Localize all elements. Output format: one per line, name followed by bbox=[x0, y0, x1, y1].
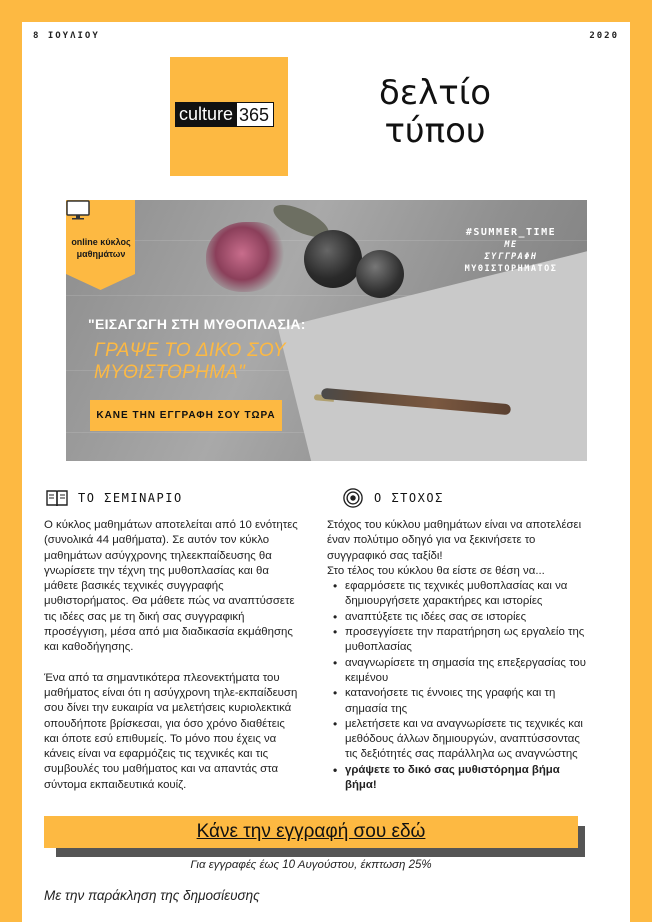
seminar-heading bbox=[46, 488, 183, 508]
list-item: • αναγνωρίσετε τη σημασία της επεξεργασίας του κειμένου bbox=[345, 656, 589, 687]
seminar-heading-text: ΤΟ ΣΕΜΙΝΑΡΙΟ bbox=[78, 491, 183, 505]
badge-line-1: online κύκλος bbox=[71, 237, 131, 247]
title-line-1: δελτίο bbox=[378, 73, 492, 113]
ink-bottle-cap bbox=[356, 250, 404, 298]
monitor-icon bbox=[66, 200, 90, 220]
target-icon bbox=[342, 488, 364, 508]
goal-heading-text: Ο ΣΤΟΧΟΣ bbox=[374, 491, 444, 505]
ink-bottle bbox=[304, 230, 362, 288]
goal-description bbox=[327, 518, 589, 793]
badge-text bbox=[68, 236, 134, 260]
flower-shape bbox=[206, 222, 286, 292]
book-icon bbox=[46, 488, 68, 508]
goal-intro: Στόχος του κύκλου μαθημάτων είναι να αποτελέσει έναν πολύτιμο οδηγό για να ξεκινήσετε το συγγραφικό σας ταξίδι! bbox=[327, 519, 582, 562]
register-here-button[interactable]: Κάνε την εγγραφή σου εδώ bbox=[44, 816, 578, 848]
badge-line-2: μαθημάτων bbox=[76, 249, 126, 259]
tagline-mythistorimatos: ΜΥΘΙΣΤΟΡΗΜΑΤΟΣ bbox=[464, 264, 558, 274]
goal-heading bbox=[342, 488, 444, 508]
list-item: • γράψετε το δικό σας μυθιστόρημα βήμα βήμα! bbox=[345, 763, 589, 794]
list-item: • εφαρμόσετε τις τεχνικές μυθοπλασίας και να δημιουργήσετε χαρακτήρες και ιστορίες bbox=[345, 579, 589, 610]
seminar-paragraph-1: Ο κύκλος μαθημάτων αποτελείται από 10 ενότητες (συνολικά 44 μαθήματα). Σε αυτόν τον κύκλο μαθημάτων ασύγχρονης τηλεεκπαίδευσης θα γνωρίσετε την τέχνη της μυθοπλασίας και θα μάθετε βασικές τεχνικές συγγραφής μυθιστορήματος. Θα μάθετε πώς να αναπτύσσετε τις ιδέες σας με τη δική σας συγγραφική προσέγγιση, μέσα από μια διαδικασία εκμάθησης και καθοδήγησης. bbox=[44, 519, 298, 654]
banner-headline bbox=[94, 340, 286, 384]
press-release-title bbox=[330, 74, 540, 150]
list-item: • προσεγγίσετε την παρατήρηση ως εργαλείο της μυθοπλασίας bbox=[345, 625, 589, 656]
culture365-logo bbox=[175, 102, 274, 127]
title-line-2: τύπου bbox=[384, 111, 486, 151]
logo-box bbox=[170, 57, 288, 176]
course-banner[interactable] bbox=[66, 200, 587, 461]
tagline-me: ΜΕ bbox=[504, 240, 518, 250]
logo-text-365: 365 bbox=[236, 102, 274, 127]
date-day: 8 ΙΟΥΛΙΟΥ bbox=[33, 31, 100, 41]
headline-line-1: ΓΡΑΨΕ ΤΟ ΔΙΚΟ ΣΟΥ bbox=[94, 340, 286, 361]
seminar-description bbox=[44, 518, 302, 793]
headline-line-2: ΜΥΘΙΣΤΟΡΗΜΑ" bbox=[94, 362, 246, 383]
goal-list bbox=[327, 579, 589, 793]
list-item: • κατανοήσετε τις έννοιες της γραφής και τη σημασία της bbox=[345, 686, 589, 717]
tagline-syggrafi: ΣΥΓΓΡΑΦΗ bbox=[484, 252, 538, 262]
list-item: • αναπτύξετε τις ιδέες σας σε ιστορίες bbox=[345, 610, 589, 625]
list-item: • μελετήσετε και να αναγνωρίσετε τις τεχνικές και μεθόδους άλλων δημιουργών, αναπτύσσοντας τις δεξιότητές σας παράλληλα ως αναγνώστης bbox=[345, 717, 589, 763]
register-now-button[interactable]: ΚΑΝΕ ΤΗΝ ΕΓΓΡΑΦΗ ΣΟΥ ΤΩΡΑ bbox=[90, 400, 282, 431]
banner-quote: "ΕΙΣΑΓΩΓΗ ΣΤΗ ΜΥΘΟΠΛΑΣΙΑ: bbox=[88, 316, 306, 332]
tagline-hashtag: #SUMMER_TIME bbox=[465, 227, 557, 238]
seminar-paragraph-2: Ένα από τα σημαντικότερα πλεονεκτήματα του μαθήματος είναι ότι η ασύγχρονη τηλε-εκπαίδευση σου δίνει την ευκαιρία να μελετήσεις κυριολεκτικά οπουδήποτε βρίσκεσαι, για όσο χρόνο διαθέτεις και όποτε εσύ επιθυμείς. Το μόνο που έχεις να κάνεις είναι να εφαρμόζεις τις τεχνικές και τις συμβουλές του μαθήματος και να απαντάς στα σύντομα εκπαιδευτικά κουίζ. bbox=[44, 671, 298, 791]
publication-request-note: Με την παράκληση της δημοσίευσης bbox=[44, 888, 260, 903]
online-course-badge bbox=[66, 200, 135, 290]
banner-tagline bbox=[436, 227, 586, 275]
discount-note: Για εγγραφές έως 10 Αυγούστου, έκπτωση 25% bbox=[190, 859, 432, 871]
logo-text-culture: culture bbox=[175, 102, 236, 127]
goal-lead: Στο τέλος του κύκλου θα είστε σε θέση να... bbox=[327, 564, 545, 577]
date-year: 2020 bbox=[589, 31, 619, 41]
